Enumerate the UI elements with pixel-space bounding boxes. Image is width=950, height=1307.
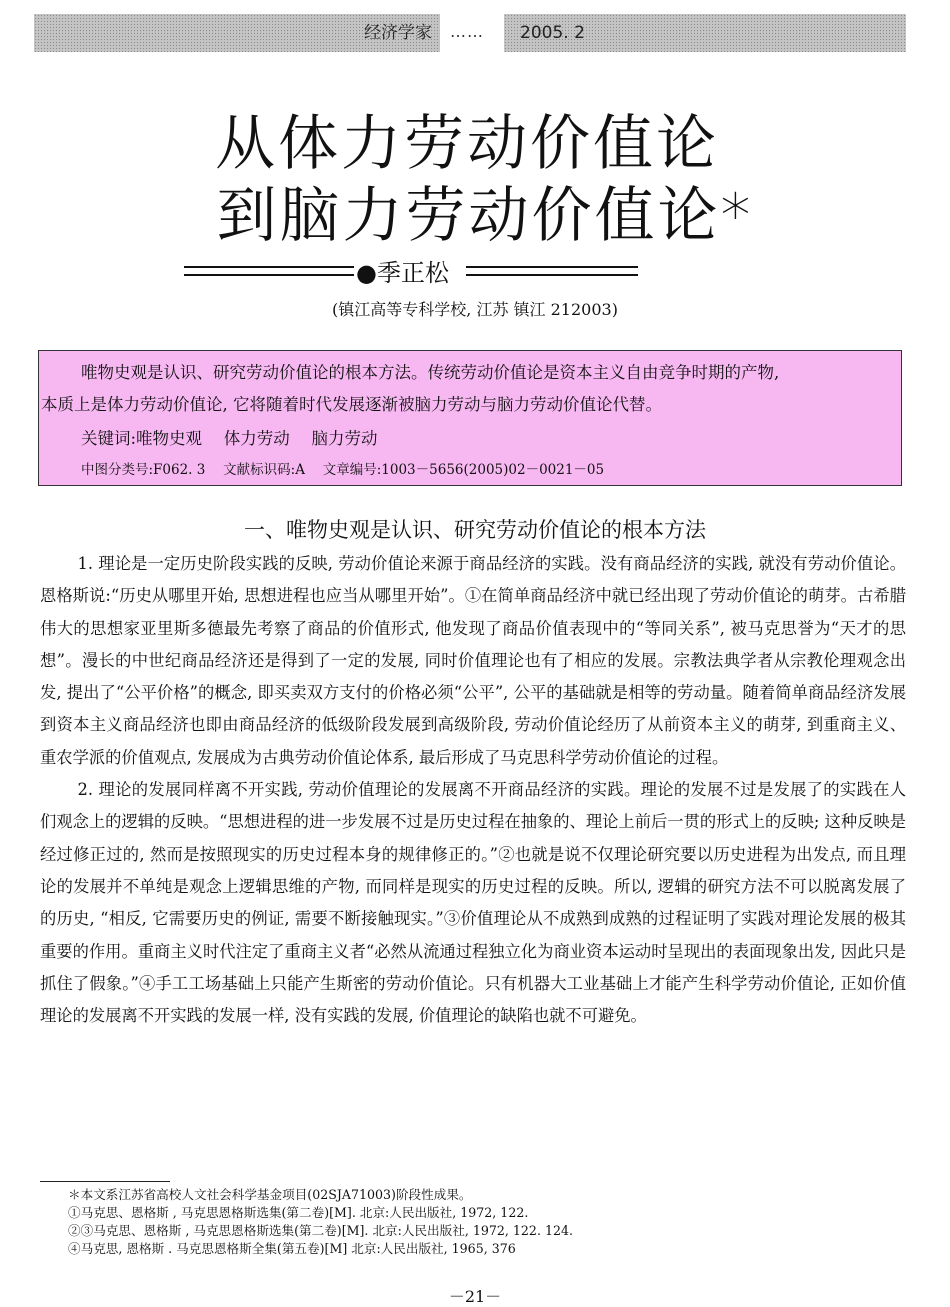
- footnotes: [68, 1186, 573, 1258]
- paragraph: 2. 理论的发展同样离不开实践, 劳动价值理论的发展离不开商品经济的实践。理论的发展不过是发展了的实践在人们观念上的逻辑的反映。“思想进程的进一步发展不过是历史过程在抽象的、理论上前后一贯的形式上的反映; 这种反映是经过修正过的, 然而是按照现实的历史过程本身的规律修正的。”②也就是说不仅理论研究要以历史进程为出发点, 而且理论的发展并不单纯是观念上逻辑思维的产物, 而同样是现实的历史过程的反映。所以, 逻辑的研究方法不可以脱离发展了的历史, “相反, 它需要历史的例证, 需要不断接触现实。”③价值理论从不成熟到成熟的过程证明了实践对理论发展的极其重要的作用。重商主义时代注定了重商主义者“必然从流通过程独立化为商业资本运动时呈现出的表面现象出发, 因此只是抓住了假象。”④手工工场基础上只能产生斯密的劳动价值论。只有机器大工业基础上才能产生科学劳动价值论, 正如价值理论的发展离不开实践的发展一样, 没有实践的发展, 价值理论的缺陷也就不可避免。: [40, 780, 906, 1026]
- footnote: ④马克思, 恩格斯 . 马克思恩格斯全集(第五卷)[M] 北京:人民出版社, 1965, 376: [68, 1241, 516, 1256]
- author-row: [184, 253, 640, 287]
- author-rule-right: [466, 266, 638, 276]
- abstract-line-1: 唯物史观是认识、研究劳动价值论的根本方法。传统劳动价值论是资本主义自由竞争时期的产物,: [81, 363, 780, 382]
- footnote: ①马克思、恩格斯 , 马克思恩格斯选集(第二卷)[M]. 北京:人民出版社, 1972, 122.: [68, 1205, 529, 1220]
- abstract-line-2: 本质上是体力劳动价值论, 它将随着时代发展逐渐被脑力劳动与脑力劳动价值论代替。: [41, 395, 662, 414]
- footnote: ②③马克思、恩格斯 , 马克思恩格斯选集(第二卷)[M]. 北京:人民出版社, 1972, 122. 124.: [68, 1223, 573, 1238]
- author-rule-left: [184, 266, 354, 276]
- issue-number: 2005. 2: [520, 23, 585, 43]
- abstract-box: [38, 350, 902, 486]
- footnote: ＊本文系江苏省高校人文社会科学基金项目(02SJA71003)阶段性成果。: [68, 1187, 472, 1202]
- article-title-line-1: 从体力劳动价值论: [215, 109, 719, 179]
- footnote-rule: [40, 1181, 170, 1182]
- header-right-band: [504, 14, 906, 52]
- keywords: 关键词:唯物史观 体力劳动 脑力劳动: [81, 429, 378, 448]
- journal-name: 经济学家: [364, 23, 432, 43]
- page-number: －21－: [448, 1287, 502, 1306]
- article-title-line-2: 到脑力劳动价值论*: [216, 181, 754, 251]
- paragraph: 1. 理论是一定历史阶段实践的反映, 劳动价值论来源于商品经济的实践。没有商品经济的实践, 就没有劳动价值论。恩格斯说:“历史从哪里开始, 思想进程也应当从哪里开始”。①在简单商品经济中就已经出现了劳动价值论的萌芽。古希腊伟大的思想家亚里斯多德最先考察了商品的价值形式, 他发现了商品价值表现中的“等同关系”, 被马克思誉为“天才的思想”。漫长的中世纪商品经济还是得到了一定的发展, 同时价值理论也有了相应的发展。宗教法典学者从宗教伦理观念出发, 提出了“公平价格”的概念, 即买卖双方支付的价格必须“公平”, 公平的基础就是相等的劳动量。随着简单商品经济发展到资本主义商品经济也即由商品经济的低级阶段发展到高级阶段, 劳动价值论经历了从前资本主义的萌芽, 到重商主义、重农学派的价值观点, 发展成为古典劳动价值论体系, 最后形成了马克思科学劳动价值论的过程。: [40, 554, 906, 767]
- header-left-band: [34, 14, 440, 52]
- running-header: [34, 14, 906, 52]
- header-dots: ……: [450, 22, 484, 41]
- author-name: ●季正松: [356, 259, 449, 287]
- section-heading: 一、唯物史观是认识、研究劳动价值论的根本方法: [244, 518, 706, 542]
- body-text: [40, 548, 906, 1032]
- author-affiliation: (镇江高等专科学校, 江苏 镇江 212003): [332, 300, 618, 319]
- classification-info: 中图分类号:F062. 3 文献标识码:A 文章编号:1003－5656(2005)02－0021－05: [81, 462, 605, 478]
